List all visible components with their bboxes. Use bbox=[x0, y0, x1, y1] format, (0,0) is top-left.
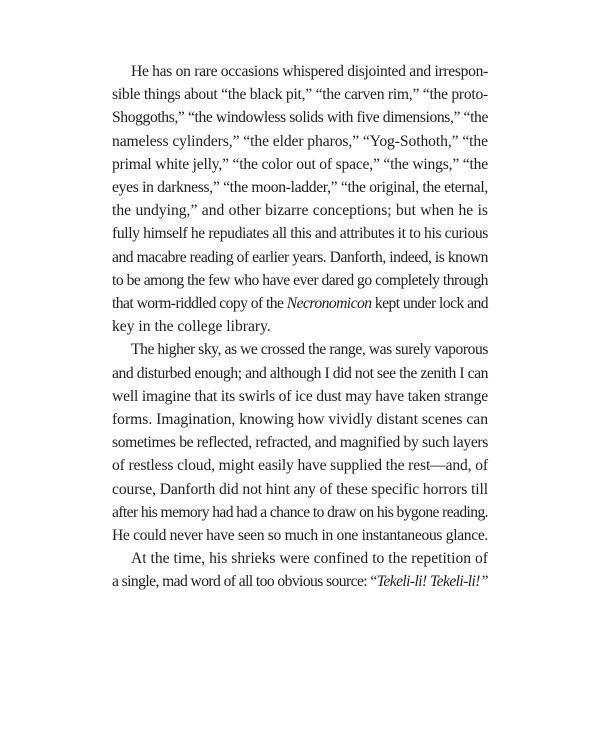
text-line: well imagine that its swirls of ice dust may have taken strange bbox=[112, 387, 488, 405]
text-line: to be among the few who have ever dared go completely through bbox=[112, 271, 488, 289]
text-line: after his memory had had a chance to draw on his bygone reading. bbox=[112, 503, 488, 521]
text-line: nameless cylinders,” “the elder pharos,” “Yog-Sothoth,” “the bbox=[112, 132, 488, 150]
text-line: and macabre reading of earlier years. Danforth, indeed, is known bbox=[112, 248, 488, 266]
text-line: of restless cloud, might easily have supplied the rest—and, of bbox=[112, 457, 488, 475]
text-line: key in the college library. bbox=[112, 318, 271, 336]
text-line: and disturbed enough; and although I did not see the zenith I can bbox=[112, 364, 488, 382]
text-line: sometimes be reflected, refracted, and magnified by such layers bbox=[112, 434, 488, 452]
text-line: Shoggoths,” “the windowless solids with five dimensions,” “the bbox=[112, 109, 488, 127]
text-line: The higher sky, as we crossed the range, was surely vaporous bbox=[131, 341, 488, 359]
text-line: He has on rare occasions whispered disjointed and irrespon- bbox=[131, 63, 488, 80]
text-segment: kept under lock and bbox=[371, 295, 488, 313]
paragraph-1 bbox=[112, 60, 488, 338]
text-line-with-title bbox=[112, 292, 488, 315]
text-segment: a single, mad word of all too obvious source: “ bbox=[112, 573, 377, 591]
text-line-with-exclamation bbox=[112, 570, 488, 593]
text-line: sible things about “the black pit,” “the carven rim,” “the proto- bbox=[112, 86, 488, 104]
paragraph-2 bbox=[112, 338, 488, 547]
text-line: primal white jelly,” “the color out of space,” “the wings,” “the bbox=[112, 155, 488, 173]
text-line: the undying,” and other bizarre conceptions; but when he is bbox=[112, 202, 488, 220]
text-line: course, Danforth did not hint any of these specific horrors till bbox=[112, 480, 488, 498]
text-line: forms. Imagination, knowing how vividly distant scenes can bbox=[112, 411, 488, 429]
paragraph-3 bbox=[112, 547, 488, 593]
text-line: fully himself he repudiates all this and attributes it to his curious bbox=[112, 225, 488, 243]
book-title-necronomicon: Necronomicon bbox=[286, 295, 372, 313]
text-line: He could never have seen so much in one instantaneous glance. bbox=[112, 527, 488, 545]
text-line: At the time, his shrieks were confined to the repetition of bbox=[131, 550, 488, 568]
text-segment: that worm-riddled copy of the bbox=[112, 295, 287, 313]
text-line: eyes in darkness,” “the moon-ladder,” “the original, the eternal, bbox=[112, 179, 488, 197]
body-text bbox=[112, 60, 488, 594]
italic-exclamation: Tekeli-li! Tekeli-li!” bbox=[376, 573, 489, 591]
